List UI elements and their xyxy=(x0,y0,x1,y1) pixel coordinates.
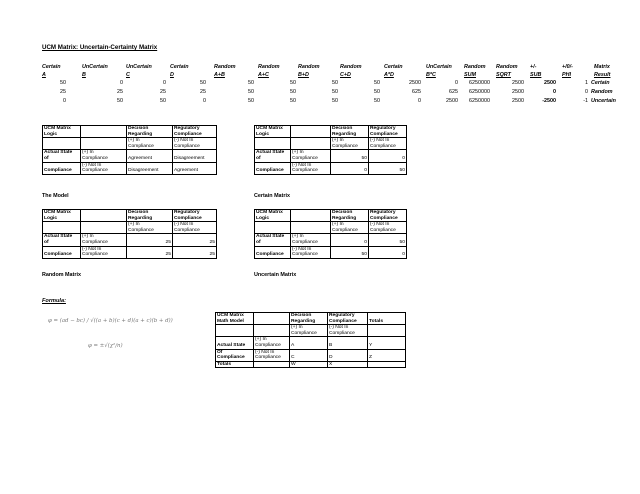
cell-r2-c4: 50 xyxy=(248,98,254,104)
mm-y: Y xyxy=(369,342,373,348)
model-caption: The Model xyxy=(42,193,69,199)
uncertain-a: 0 xyxy=(364,239,367,245)
cell-r0-c10: 6250000 xyxy=(469,80,490,86)
math-model-matrix: UCM Matrix Math Model Decision Regarding Regulatory Compliance Totals (+) In Compliance (-) Not In Compliance Actual State (+) In Compliance A B Y Of Compliance (-) Not In Compliance C D Z Totals W X xyxy=(215,312,406,368)
matrix-result-1: Random xyxy=(591,89,613,95)
header-label-13: +/0/- xyxy=(562,64,573,70)
cell-r0-c6: 50 xyxy=(332,80,338,86)
mm-w: W xyxy=(290,361,328,368)
cell-r2-c10: 6250000 xyxy=(469,98,490,104)
header-formula-4: A+B xyxy=(214,72,225,78)
header-formula-13: PHI xyxy=(562,72,571,78)
certain-d: 50 xyxy=(399,168,405,174)
matrix-result-2: Uncertain xyxy=(591,98,616,104)
random-caption: Random Matrix xyxy=(42,272,81,278)
certain-b: 0 xyxy=(402,155,405,161)
header-label-9: UnCertain xyxy=(426,64,452,70)
header-label-3: Certain xyxy=(170,64,189,70)
header-formula-2: C xyxy=(126,72,130,78)
cell-r0-c11: 2500 xyxy=(512,80,524,86)
cell-r0-c12: 2500 xyxy=(544,80,556,86)
mm-c: C xyxy=(291,355,295,361)
cell-r1-c4: 50 xyxy=(248,89,254,95)
header-label-14: Matrix xyxy=(594,64,610,70)
header-formula-11: SQRT xyxy=(496,72,511,78)
header-label-4: Random xyxy=(214,64,236,70)
cell-r0-c5: 50 xyxy=(290,80,296,86)
cell-r0-c0: 50 xyxy=(60,80,66,86)
cell-r2-c9: 2500 xyxy=(446,98,458,104)
cell-r2-c13: -1 xyxy=(583,98,588,104)
matrix-logic: UCM Matrix Logic xyxy=(43,126,81,138)
header-label-12: +/- xyxy=(530,64,537,70)
model-c: Disagreement xyxy=(128,168,159,174)
header-label-1: UnCertain xyxy=(82,64,108,70)
cell-r2-c7: 50 xyxy=(374,98,380,104)
uncertain-matrix: UCM Matrix Logic Decision Regarding Regulatory Compliance (+) In Compliance (-) Not In Compliance Actual State of (+) In Compliance 0 50 Compliance (-) Not In Compliance 50 0 xyxy=(256,210,405,258)
phi-chi-equation: φ = ±√(χ²/n) xyxy=(88,343,123,349)
header-formula-1: B xyxy=(82,72,86,78)
header-formula-3: D xyxy=(170,72,174,78)
uncertain-d: 0 xyxy=(402,252,405,258)
random-a: 25 xyxy=(165,239,171,245)
header-formula-7: C+D xyxy=(340,72,351,78)
cell-r0-c3: 50 xyxy=(200,80,206,86)
cell-r1-c13: 0 xyxy=(585,89,588,95)
header-formula-8: A*D xyxy=(384,72,394,78)
model-d: Agreement xyxy=(174,168,198,174)
header-formula-6: B+D xyxy=(298,72,309,78)
header-formula-12: SUB xyxy=(530,72,542,78)
header-label-5: Random xyxy=(258,64,280,70)
header-formula-14: Result xyxy=(594,72,611,78)
uncertain-c: 50 xyxy=(361,252,367,258)
uncertain-caption: Uncertain Matrix xyxy=(254,272,297,278)
cell-r0-c1: 0 xyxy=(120,80,123,86)
cell-r0-c4: 50 xyxy=(248,80,254,86)
cell-r2-c3: 0 xyxy=(203,98,206,104)
header-label-0: Certain xyxy=(42,64,61,70)
model-matrix: UCM Matrix Logic Decision Regarding Regulatory Compliance (+) In Compliance (-) Not In Compliance Actual State of (+) In Compliance Agreement Disagreement Compliance (-) Not In Compliance Disagreement Agreement xyxy=(42,125,217,175)
cell-r1-c7: 50 xyxy=(374,89,380,95)
mm-b: B xyxy=(329,342,333,348)
certain-a: 50 xyxy=(361,155,367,161)
random-c: 25 xyxy=(165,252,171,258)
mm-d: D xyxy=(329,355,333,361)
header-label-7: Random xyxy=(340,64,362,70)
phi-equation: φ = (ad − bc) / √((a + b)(c + d)(a + c)(b + d)) xyxy=(48,318,173,324)
cell-r1-c8: 625 xyxy=(412,89,421,95)
cell-r0-c7: 50 xyxy=(374,80,380,86)
cell-r1-c0: 25 xyxy=(60,89,66,95)
cell-r2-c12: -2500 xyxy=(542,98,556,104)
certain-matrix: UCM Matrix Logic Decision Regarding Regulatory Compliance (+) In Compliance (-) Not In Compliance Actual State of (+) In Compliance 50 0 Compliance (-) Not In Compliance 0 50 xyxy=(256,126,405,174)
uncertain-b: 50 xyxy=(399,239,405,245)
mm-z: Z xyxy=(369,355,372,361)
cell-r0-c13: 1 xyxy=(585,80,588,86)
cell-r2-c1: 50 xyxy=(117,98,123,104)
random-b: 25 xyxy=(209,239,215,245)
cell-r1-c5: 50 xyxy=(290,89,296,95)
header-label-11: Random xyxy=(496,64,518,70)
cell-r2-c5: 50 xyxy=(290,98,296,104)
model-a: Agreement xyxy=(128,155,152,161)
mm-a: A xyxy=(291,342,295,348)
random-matrix: UCM Matrix Logic Decision Regarding Regulatory Compliance (+) In Compliance (-) Not In Compliance Actual State of (+) In Compliance 25 25 Compliance (-) Not In Compliance 25 25 xyxy=(44,210,215,258)
cell-r1-c3: 25 xyxy=(200,89,206,95)
header-label-10: Random xyxy=(464,64,486,70)
totals-header: Totals xyxy=(369,318,384,324)
cell-r0-c8: 2500 xyxy=(409,80,421,86)
cell-r0-c9: 0 xyxy=(455,80,458,86)
cell-r2-c0: 0 xyxy=(63,98,66,104)
header-label-6: Random xyxy=(298,64,320,70)
matrix-result-0: Certain xyxy=(591,80,610,86)
model-b: Disagreement xyxy=(174,155,205,161)
cell-r2-c2: 50 xyxy=(160,98,166,104)
page-title: UCM Matrix: Uncertain-Certainty Matrix xyxy=(42,44,158,51)
header-formula-0: A xyxy=(42,72,46,78)
cell-r1-c1: 25 xyxy=(117,89,123,95)
cell-r0-c2: 0 xyxy=(163,80,166,86)
formula-label: Formula: xyxy=(42,298,66,304)
cell-r2-c6: 50 xyxy=(332,98,338,104)
cell-r1-c10: 6250000 xyxy=(469,89,490,95)
mm-x: X xyxy=(328,361,368,368)
cell-r1-c9: 625 xyxy=(449,89,458,95)
header-formula-10: SUM xyxy=(464,72,476,78)
cell-r2-c11: 2500 xyxy=(512,98,524,104)
cell-r1-c2: 25 xyxy=(160,89,166,95)
cell-r2-c8: 0 xyxy=(418,98,421,104)
totals-row-label: Totals xyxy=(216,361,254,368)
header-label-8: Certain xyxy=(384,64,403,70)
random-d: 25 xyxy=(209,252,215,258)
certain-c: 0 xyxy=(364,168,367,174)
cell-r1-c6: 50 xyxy=(332,89,338,95)
certain-caption: Certain Matrix xyxy=(254,193,290,199)
header-formula-5: A+C xyxy=(258,72,269,78)
header-formula-9: B*C xyxy=(426,72,436,78)
cell-r1-c12: 0 xyxy=(553,89,556,95)
header-label-2: UnCertain xyxy=(126,64,152,70)
cell-r1-c11: 2500 xyxy=(512,89,524,95)
